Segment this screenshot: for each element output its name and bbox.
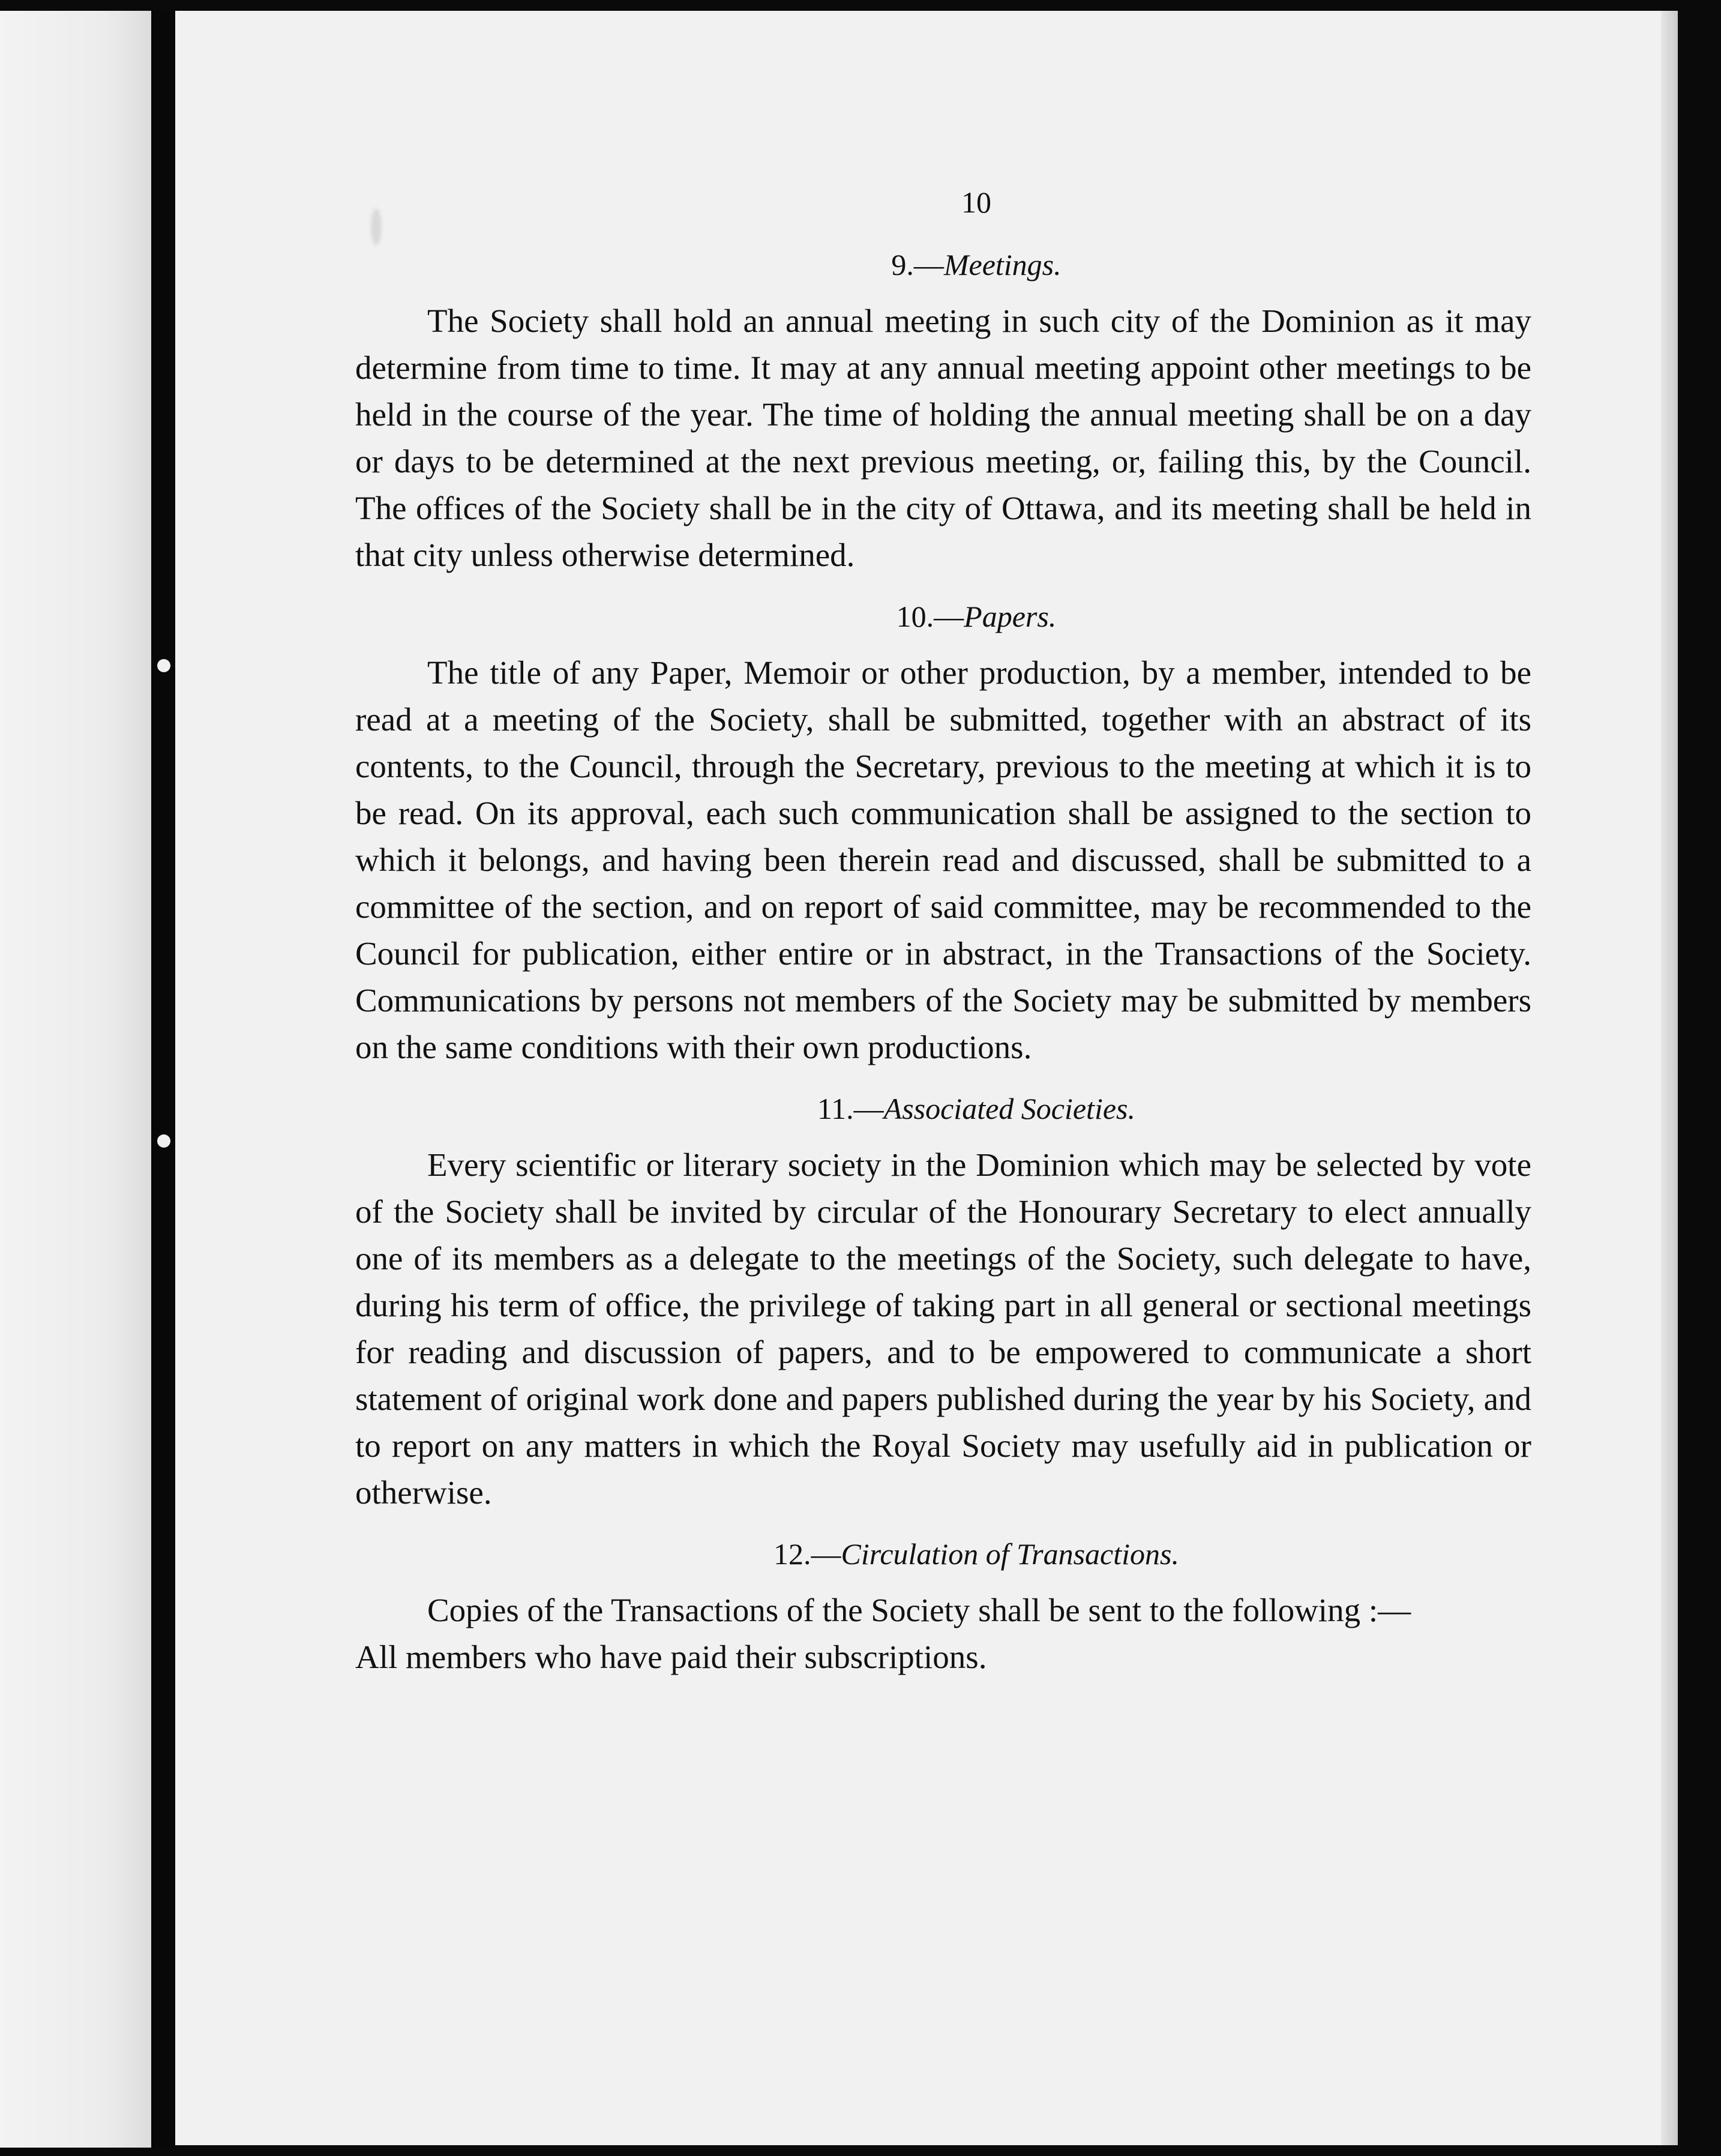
section-paragraph [355,298,1531,579]
list-line: All members who have paid their subscriptions. [355,1639,987,1675]
page-content [355,185,1531,1681]
page-edge-shadow [1661,11,1678,2145]
right-page [175,11,1678,2145]
section-number: 11.— [817,1092,884,1125]
section-number: 12.— [773,1537,841,1571]
section-title: Papers. [964,600,1057,633]
section-title: Circulation of Transactions. [841,1537,1179,1571]
binding-hole [157,659,170,672]
page-number: 10 [961,185,991,219]
paragraph-text: Copies of the Transactions of the Society shall be sent to the following :— [427,1592,1411,1628]
paragraph-text: The title of any Paper, Memoir or other production, by a member, intended to be read at a meeting of the Society, shall be submitted, together with an abstract of its contents, to the Council, through the Secretary, previous to the meeting at which it is to be read. On its approval, each such communication shall be assigned to the section to which it belongs, and having been therein read and discussed, shall be submitted to a committee of the section, and on report of said committee, may be recommended to the Council for publication, either entire or in abstract, in the Transactions of the Society. Communications by persons not members of the Society may be submitted by members on the same conditions with their own productions. [355,654,1531,1065]
section-paragraph [355,1587,1531,1634]
section-paragraph [355,1142,1531,1516]
book-gutter [151,11,175,2148]
section-title: Meetings. [943,248,1062,282]
binding-hole [157,1134,170,1148]
section-number: 10.— [896,600,964,633]
section-heading [355,599,1531,634]
section-title: Associated Societies. [883,1092,1135,1125]
section-heading [355,247,1531,282]
section-paragraph [355,649,1531,1071]
paragraph-text: The Society shall hold an annual meeting in such city of the Dominion as it may determine from time to time. It may at any annual meeting appoint other meetings to be held in the course of the year. The time of holding the annual meeting shall be on a day or days to be determined at the next previous meeting, or, failing this, by the Council. The offices of the Society shall be in the city of Ottawa, and its meeting shall be held in that city unless otherwise determined. [355,303,1531,573]
paragraph-text: Every scientific or literary society in the Dominion which may be selected by vote of the Society shall be invited by circular of the Honourary Secretary to elect annually one of its members as a delegate to the meetings of the Society, such delegate to have, during his term of office, the privilege of taking part in all general or sectional meetings for reading and discussion of papers, and to be empowered to communicate a short statement of original work done and papers published during the year by his Society, and to report on any matters in which the Royal Society may usefully aid in publication or otherwise. [355,1146,1531,1511]
left-page-edge [0,11,151,2148]
section-heading [355,1091,1531,1126]
section-heading [355,1537,1531,1571]
section-number: 9.— [891,248,944,282]
